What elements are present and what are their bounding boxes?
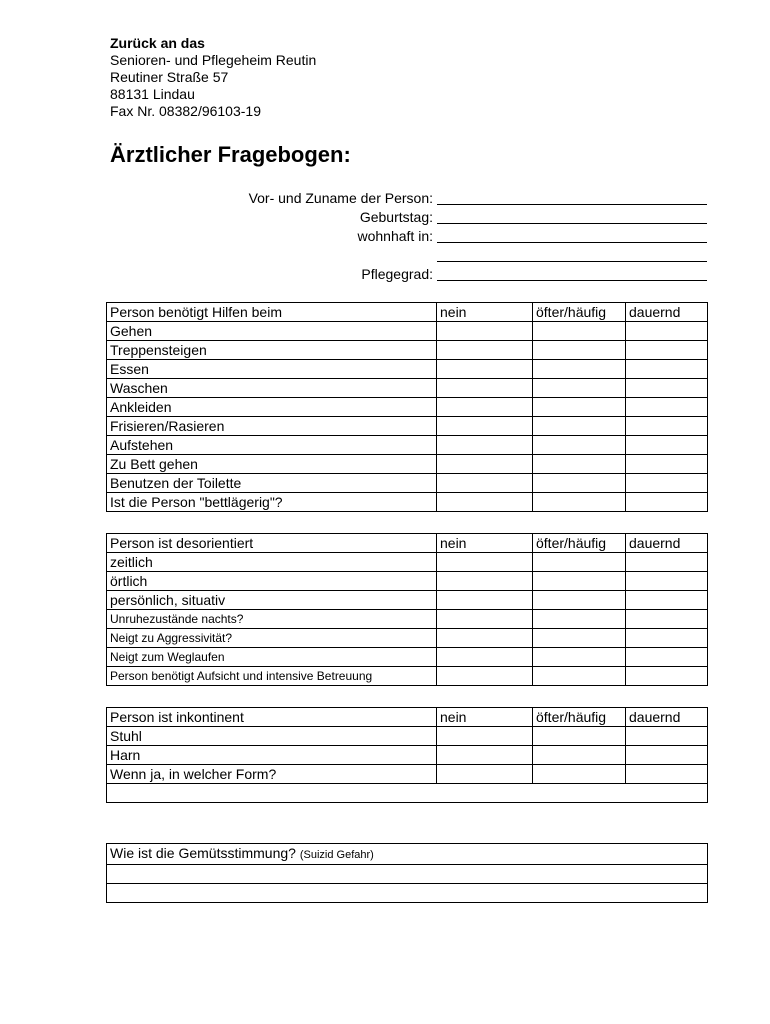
cell-often[interactable]: [533, 322, 626, 341]
address-line: Reutiner Straße 57: [110, 69, 229, 85]
col-often: öfter/häufig: [533, 303, 626, 322]
cell-often[interactable]: [533, 417, 626, 436]
help-header: Person benötigt Hilfen beim: [107, 303, 437, 322]
row-label: Stuhl: [107, 727, 437, 746]
row-label: Unruhezustände nachts?: [107, 610, 437, 629]
cell-often[interactable]: [533, 436, 626, 455]
cell-often[interactable]: [533, 746, 626, 765]
cell-no[interactable]: [437, 493, 533, 512]
cell-permanent[interactable]: [626, 648, 708, 667]
cell-often[interactable]: [533, 667, 626, 686]
address-line: 88131 Lindau: [110, 86, 195, 102]
cell-no[interactable]: [437, 474, 533, 493]
cell-no[interactable]: [437, 572, 533, 591]
care-level-line[interactable]: [437, 280, 707, 281]
cell-permanent[interactable]: [626, 417, 708, 436]
col-no: nein: [437, 708, 533, 727]
cell-permanent[interactable]: [626, 379, 708, 398]
cell-no[interactable]: [437, 379, 533, 398]
name-line[interactable]: [437, 204, 707, 205]
col-often: öfter/häufig: [533, 534, 626, 553]
row-label: Gehen: [107, 322, 437, 341]
page-title: Ärztlicher Fragebogen:: [110, 142, 351, 167]
table-header-row: [107, 844, 708, 865]
mood-question: Wie ist die Gemütsstimmung?: [110, 845, 296, 861]
row-label: Wenn ja, in welcher Form?: [107, 765, 437, 784]
mood-answer-line[interactable]: [107, 865, 708, 884]
cell-no[interactable]: [437, 360, 533, 379]
row-label: örtlich: [107, 572, 437, 591]
table-row: [107, 746, 708, 765]
table-header-row: [107, 303, 708, 322]
return-address-heading: Zurück an das: [110, 35, 205, 51]
mood-question-cell: [107, 844, 708, 865]
table-row: [107, 322, 708, 341]
cell-no[interactable]: [437, 398, 533, 417]
table-row: [107, 553, 708, 572]
cell-often[interactable]: [533, 610, 626, 629]
cell-permanent[interactable]: [626, 727, 708, 746]
table-row: [107, 591, 708, 610]
cell-often[interactable]: [533, 379, 626, 398]
row-label: Zu Bett gehen: [107, 455, 437, 474]
col-no: nein: [437, 303, 533, 322]
disoriented-table: [106, 533, 708, 686]
table-row: [107, 648, 708, 667]
cell-often[interactable]: [533, 553, 626, 572]
cell-permanent[interactable]: [626, 610, 708, 629]
cell-often[interactable]: [533, 360, 626, 379]
incontinent-header: Person ist inkontinent: [107, 708, 437, 727]
cell-no[interactable]: [437, 436, 533, 455]
table-row: [107, 341, 708, 360]
cell-no[interactable]: [437, 667, 533, 686]
cell-permanent[interactable]: [626, 322, 708, 341]
residence-label: wohnhaft in:: [357, 228, 433, 244]
name-field[interactable]: [0, 188, 770, 208]
birthday-field[interactable]: [0, 207, 770, 227]
col-permanent: dauernd: [626, 708, 708, 727]
row-label: Aufstehen: [107, 436, 437, 455]
disoriented-header: Person ist desorientiert: [107, 534, 437, 553]
cell-often[interactable]: [533, 591, 626, 610]
cell-no[interactable]: [437, 341, 533, 360]
table-row: [107, 379, 708, 398]
cell-no[interactable]: [437, 553, 533, 572]
incontinent-form-answer[interactable]: [107, 784, 708, 803]
table-row: [107, 572, 708, 591]
row-label: Neigt zu Aggressivität?: [107, 629, 437, 648]
cell-often[interactable]: [533, 648, 626, 667]
cell-no[interactable]: [437, 591, 533, 610]
mood-answer-line[interactable]: [107, 884, 708, 903]
row-label: zeitlich: [107, 553, 437, 572]
table-row: [107, 784, 708, 803]
cell-permanent[interactable]: [626, 572, 708, 591]
cell-no[interactable]: [437, 629, 533, 648]
table-row: [107, 865, 708, 884]
residence-field[interactable]: [0, 226, 770, 246]
birthday-line[interactable]: [437, 223, 707, 224]
table-row: [107, 727, 708, 746]
table-row: [107, 417, 708, 436]
cell-often[interactable]: [533, 455, 626, 474]
cell-often[interactable]: [533, 341, 626, 360]
name-label: Vor- und Zuname der Person:: [248, 190, 433, 206]
row-label: Neigt zum Weglaufen: [107, 648, 437, 667]
address-line: Senioren- und Pflegeheim Reutin: [110, 52, 317, 68]
care-level-field[interactable]: [0, 264, 770, 284]
cell-often[interactable]: [533, 572, 626, 591]
cell-no[interactable]: [437, 648, 533, 667]
birthday-label: Geburtstag:: [359, 209, 433, 225]
cell-often[interactable]: [533, 474, 626, 493]
table-row: [107, 360, 708, 379]
cell-no[interactable]: [437, 727, 533, 746]
cell-permanent[interactable]: [626, 629, 708, 648]
col-permanent: dauernd: [626, 303, 708, 322]
row-label: Essen: [107, 360, 437, 379]
mood-note: (Suizid Gefahr): [299, 849, 374, 861]
table-row: [107, 436, 708, 455]
cell-permanent[interactable]: [626, 746, 708, 765]
cell-no[interactable]: [437, 610, 533, 629]
row-label: Ankleiden: [107, 398, 437, 417]
cell-permanent[interactable]: [626, 398, 708, 417]
cell-permanent[interactable]: [626, 591, 708, 610]
row-label: Ist die Person "bettlägerig"?: [107, 493, 437, 512]
col-permanent: dauernd: [626, 534, 708, 553]
cell-permanent[interactable]: [626, 493, 708, 512]
residence-extra-line[interactable]: [437, 261, 707, 262]
cell-often[interactable]: [533, 493, 626, 512]
table-row: [107, 493, 708, 512]
row-label: Person benötigt Aufsicht und intensive Betreuung: [107, 667, 437, 686]
cell-permanent[interactable]: [626, 667, 708, 686]
row-label: Harn: [107, 746, 437, 765]
row-label: persönlich, situativ: [107, 591, 437, 610]
row-label: Waschen: [107, 379, 437, 398]
cell-no[interactable]: [437, 746, 533, 765]
help-table: [106, 302, 708, 512]
col-often: öfter/häufig: [533, 708, 626, 727]
col-no: nein: [437, 534, 533, 553]
table-row: [107, 629, 708, 648]
fax-number: Fax Nr. 08382/96103-19: [110, 103, 261, 119]
cell-permanent[interactable]: [626, 436, 708, 455]
mood-table: [106, 843, 708, 903]
cell-permanent[interactable]: [626, 360, 708, 379]
cell-often[interactable]: [533, 398, 626, 417]
cell-no[interactable]: [437, 322, 533, 341]
row-label: Treppensteigen: [107, 341, 437, 360]
residence-line[interactable]: [437, 242, 707, 243]
table-row: [107, 610, 708, 629]
row-label: Benutzen der Toilette: [107, 474, 437, 493]
cell-no[interactable]: [437, 417, 533, 436]
table-row: [107, 884, 708, 903]
table-header-row: [107, 708, 708, 727]
cell-often[interactable]: [533, 765, 626, 784]
cell-permanent[interactable]: [626, 553, 708, 572]
table-row: [107, 398, 708, 417]
table-row: [107, 765, 708, 784]
table-row: [107, 474, 708, 493]
cell-permanent[interactable]: [626, 474, 708, 493]
cell-often[interactable]: [533, 727, 626, 746]
table-row: [107, 455, 708, 474]
cell-often[interactable]: [533, 629, 626, 648]
cell-no[interactable]: [437, 765, 533, 784]
cell-permanent[interactable]: [626, 455, 708, 474]
cell-permanent[interactable]: [626, 765, 708, 784]
table-row: [107, 667, 708, 686]
residence-extra-field[interactable]: [0, 245, 770, 265]
care-level-label: Pflegegrad:: [361, 266, 433, 282]
row-label: Frisieren/Rasieren: [107, 417, 437, 436]
return-address: [110, 35, 316, 120]
cell-permanent[interactable]: [626, 341, 708, 360]
cell-no[interactable]: [437, 455, 533, 474]
table-header-row: [107, 534, 708, 553]
incontinent-table: [106, 707, 708, 803]
